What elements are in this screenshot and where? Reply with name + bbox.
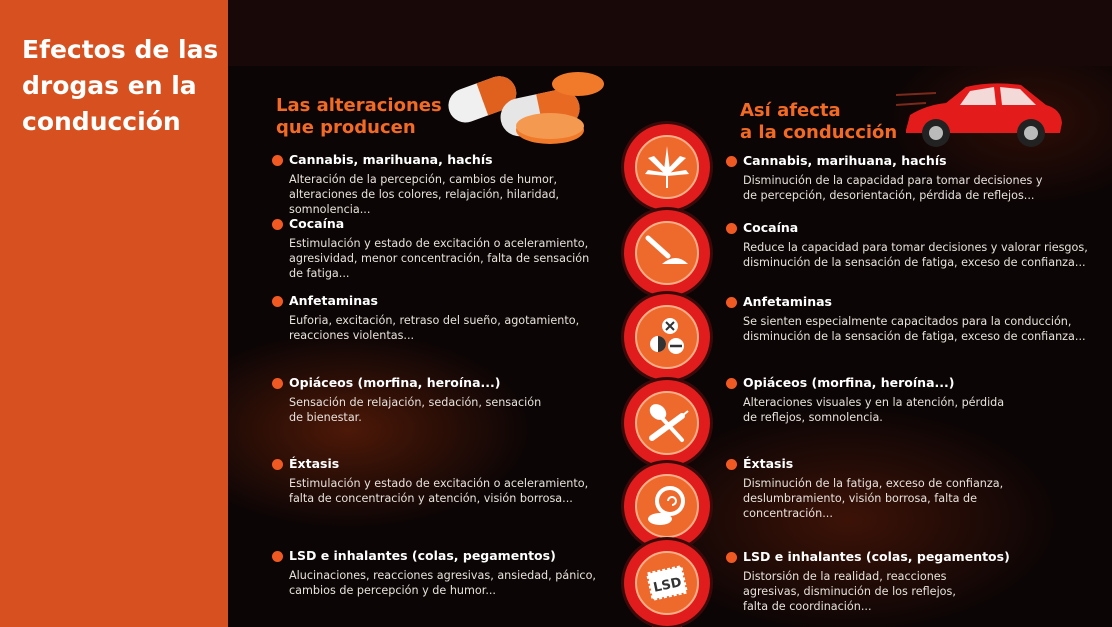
cannabis-circle — [624, 124, 710, 210]
bullet-icon — [272, 378, 283, 389]
item-text: Alteraciones visuales y en la atención, pérdida de reflejos, somnolencia. — [743, 396, 1005, 424]
bullet-icon — [272, 296, 283, 307]
item-text: Distorsión de la realidad, reacciones agresivas, disminución de los reflejos, falta de coordinación... — [743, 570, 956, 613]
syringe-spoon-icon — [642, 398, 692, 448]
item-heading: Opiáceos (morfina, heroína...) — [743, 375, 955, 390]
red-car-illustration-icon — [896, 75, 1066, 155]
item-heading: Cocaína — [289, 216, 345, 231]
item-heading: Anfetaminas — [289, 293, 378, 308]
item-text: Alteración de la percepción, cambios de humor, alteraciones de los colores, relajación, hilaridad, somnolencia... — [289, 173, 560, 216]
left-item-cocaina — [272, 216, 642, 281]
item-text: Sensación de relajación, sedación, sensación de bienestar. — [289, 396, 542, 424]
drug-effects-infographic — [228, 0, 1112, 627]
cocaine-circle — [624, 210, 710, 296]
item-text: Disminución de la fatiga, exceso de confianza, deslumbramiento, visión borrosa, falta de concentración... — [743, 477, 1004, 520]
lsd-stamp-text: LSD — [652, 575, 683, 596]
infographic-top-band — [228, 0, 1112, 66]
pills-icon — [642, 312, 692, 362]
item-heading: Éxtasis — [743, 456, 794, 471]
bullet-icon — [726, 459, 737, 470]
left-item-cannabis — [272, 152, 642, 217]
item-text: Alucinaciones, reacciones agresivas, ansiedad, pánico, cambios de percepción y de humor... — [289, 569, 596, 597]
right-column-title: Así afecta a la conducción — [740, 100, 898, 143]
item-heading: Cannabis, marihuana, hachís — [743, 153, 947, 168]
bullet-icon — [726, 378, 737, 389]
item-heading: Anfetaminas — [743, 294, 832, 309]
bullet-icon — [726, 297, 737, 308]
item-heading: LSD e inhalantes (colas, pegamentos) — [289, 548, 556, 563]
bullet-icon — [726, 552, 737, 563]
bullet-icon — [272, 219, 283, 230]
item-heading: Cocaína — [743, 220, 799, 235]
slide-sidebar — [0, 0, 228, 627]
lsd-circle — [624, 540, 710, 626]
item-text: Estimulación y estado de excitación o aceleramiento, agresividad, menor concentración, falta de sensación de fatiga... — [289, 237, 590, 280]
ecstasy-circle — [624, 463, 710, 549]
item-heading: Cannabis, marihuana, hachís — [289, 152, 493, 167]
right-item-extasis — [726, 456, 1096, 521]
item-heading: Éxtasis — [289, 456, 340, 471]
item-heading: Opiáceos (morfina, heroína...) — [289, 375, 501, 390]
left-item-lsd — [272, 548, 642, 598]
bullet-icon — [272, 155, 283, 166]
item-text: Estimulación y estado de excitación o aceleramiento, falta de concentración y atención, visión borrosa... — [289, 477, 589, 505]
bullet-icon — [272, 459, 283, 470]
pills-illustration-icon — [438, 62, 608, 162]
bullet-icon — [272, 551, 283, 562]
item-text: Reduce la capacidad para tomar decisiones y valorar riesgos, disminución de la sensación de fatiga, exceso de confianza... — [743, 241, 1088, 269]
item-heading: LSD e inhalantes (colas, pegamentos) — [743, 549, 1010, 564]
item-text: Se sienten especialmente capacitados para la conducción, disminución de la sensación de fatiga, exceso de confianza... — [743, 315, 1086, 343]
left-item-anfetaminas — [272, 293, 642, 343]
right-item-cocaina — [726, 220, 1096, 270]
right-item-cannabis — [726, 153, 1096, 203]
opiates-circle — [624, 380, 710, 466]
right-item-opiaceos — [726, 375, 1096, 425]
item-text: Disminución de la capacidad para tomar decisiones y de percepción, desorientación, pérdida de reflejos... — [743, 174, 1043, 202]
cannabis-leaf-icon — [642, 142, 692, 192]
amphetamine-circle — [624, 294, 710, 380]
lsd-stamp-icon — [642, 558, 692, 608]
left-item-opiaceos — [272, 375, 642, 425]
right-item-anfetaminas — [726, 294, 1096, 344]
slide-title: Efectos de las drogas en la conducción — [22, 35, 219, 136]
ecstasy-tablet-icon — [642, 481, 692, 531]
bullet-icon — [726, 156, 737, 167]
left-item-extasis — [272, 456, 642, 506]
bullet-icon — [726, 223, 737, 234]
item-text: Euforia, excitación, retraso del sueño, agotamiento, reacciones violentas... — [289, 314, 580, 342]
cocaine-line-icon — [642, 228, 692, 278]
left-column-title: Las alteraciones que producen — [276, 95, 442, 138]
right-item-lsd — [726, 549, 1096, 614]
